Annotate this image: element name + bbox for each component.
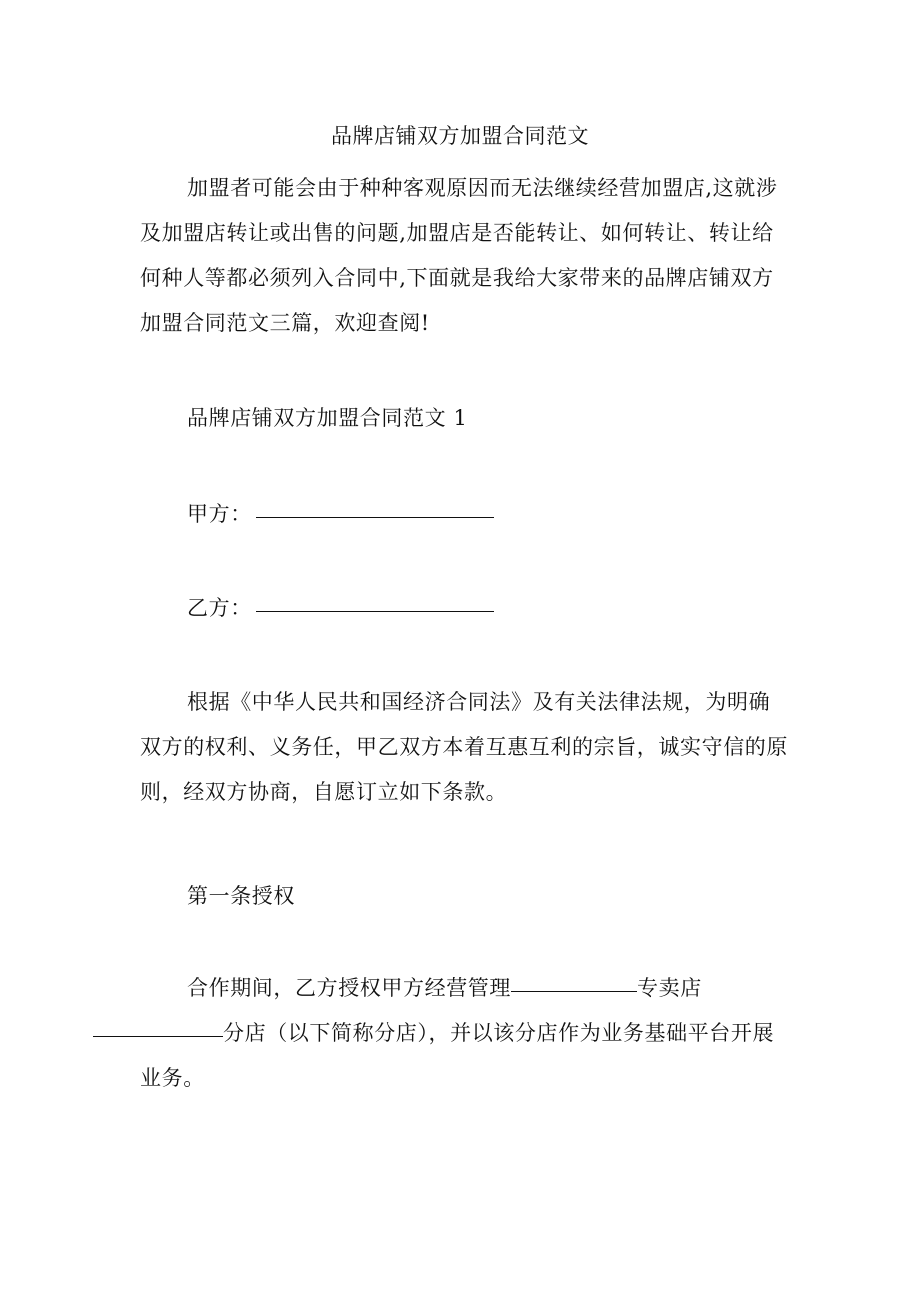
intro-paragraph: 加盟者可能会由于种种客观原因而无法继续经营加盟店,这就涉及加盟店转让或出售的问题,加盟店是否能转让、如何转让、转让给何种人等都必须列入合同中,下面就是我给大家带来的品牌店铺双方加盟合同范文三篇，欢迎查阅! [140, 176, 778, 335]
article-1-text-c: 分店（以下简称分店），并以该分店作为业务基础平台开展业务。 [140, 1021, 775, 1090]
preamble-paragraph: 根据《中华人民共和国经济合同法》及有关法律法规，为明确双方的权利、义务任，甲乙双方本着互惠互利的宗旨，诚实守信的原则，经双方协商，自愿订立如下条款。 [140, 690, 788, 804]
party-b-blank [256, 611, 494, 612]
store-name-blank [511, 991, 637, 992]
article-1-heading: 第一条授权 [187, 884, 295, 908]
party-b-line [140, 586, 790, 631]
party-a-line [140, 492, 790, 537]
article-1-text-a: 合作期间，乙方授权甲方经营管理 [187, 976, 511, 1000]
article-1-paragraph [140, 966, 790, 1101]
party-a-label: 甲方： [187, 502, 252, 526]
document-title: 品牌店铺双方加盟合同范文 [331, 124, 589, 148]
contract-subtitle: 品牌店铺双方加盟合同范文 1 [187, 406, 468, 430]
party-a-blank [256, 517, 494, 518]
party-b-label: 乙方： [187, 596, 252, 620]
branch-name-blank [93, 1036, 223, 1037]
article-1-text-b: 专卖店 [637, 976, 702, 1000]
